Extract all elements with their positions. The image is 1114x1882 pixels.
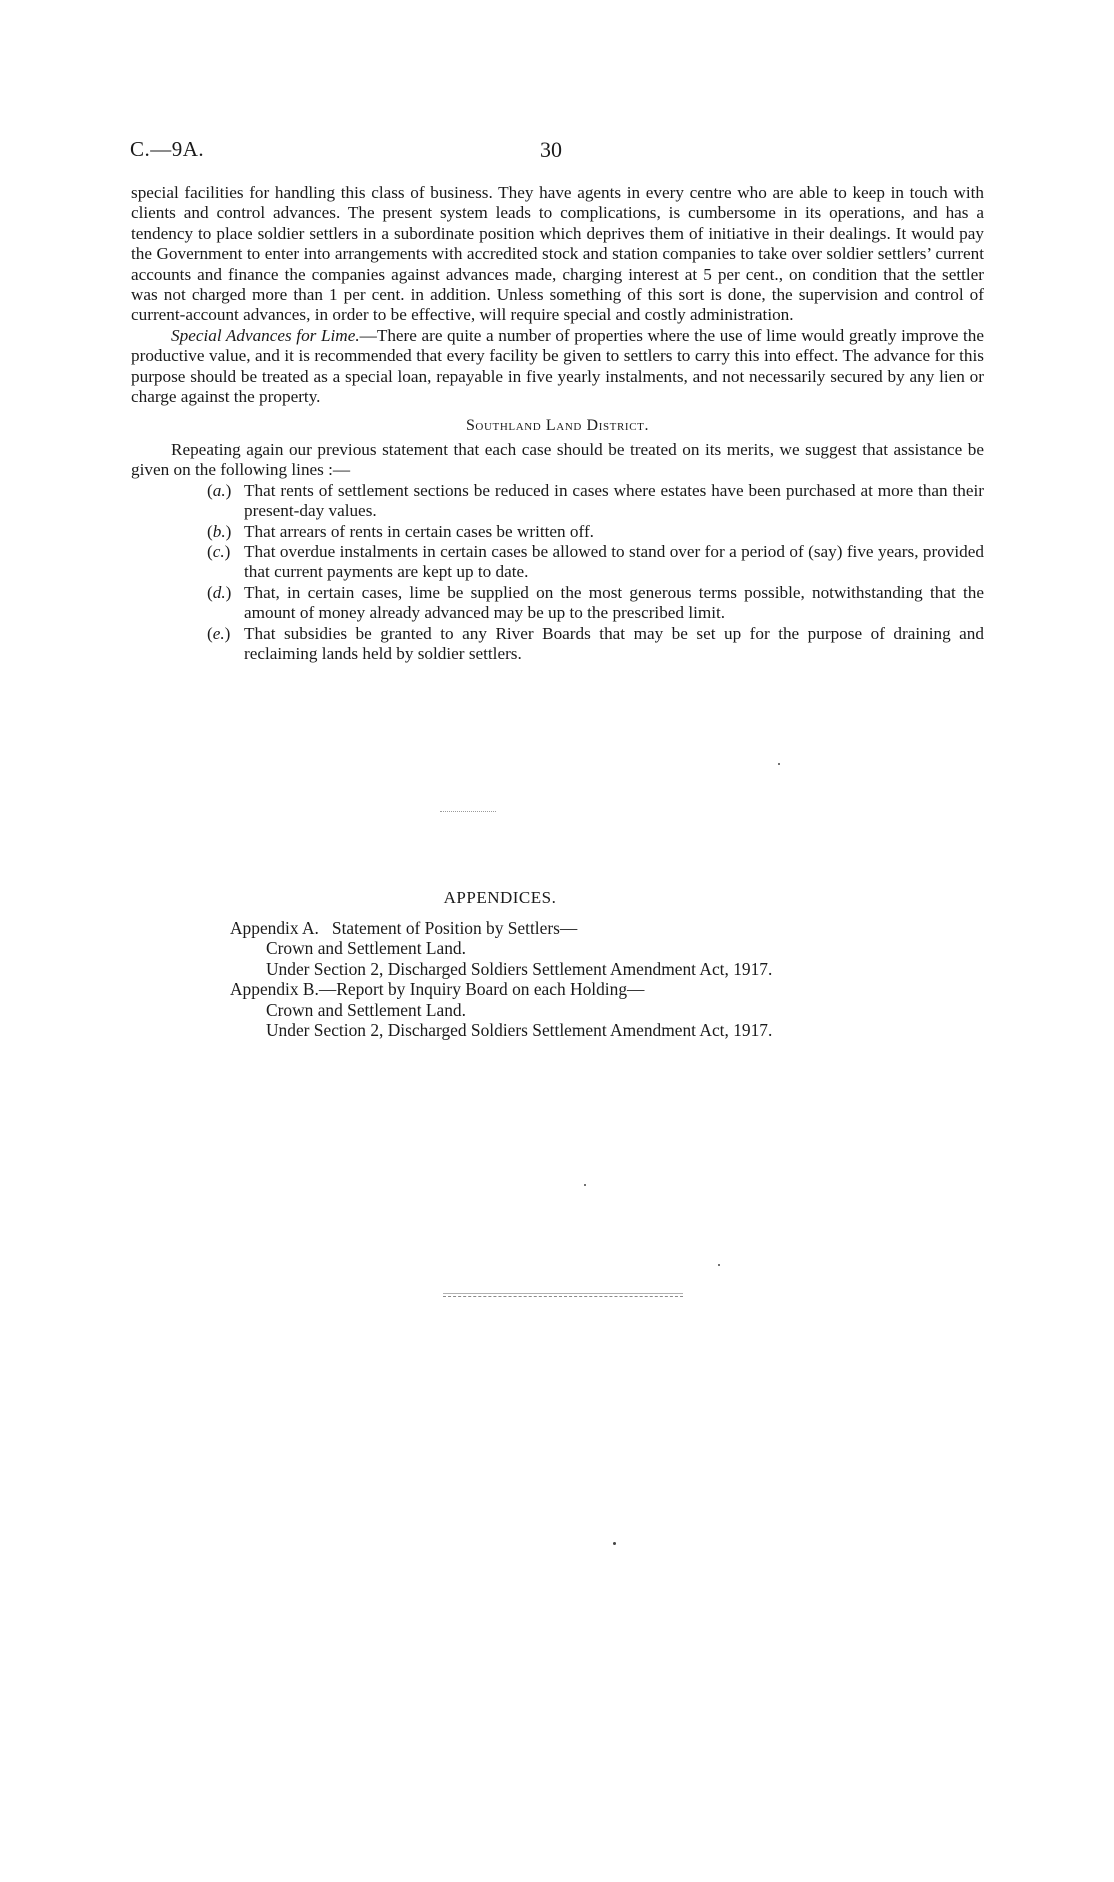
paragraph-current-accounts: special facilities for handling this class of business. They have agents in every centre who are able to keep in touch with clients and control advances. The present system leads to complications, is cumbersome in its operations, and has a tendency to place soldier settlers in a subordinate position which deprives them of initiative in their dealings. It would pay the Government to enter into arrangements with accredited stock and station companies to take over soldier settlers’ current accounts and finance the companies against advances made, charging interest at 5 per cent., on condition that the settler was not charged more than 1 per cent. in addition. Unless something of this sort is done, the supervision and control of current-account advances, in order to be effective, will require special and costly administration.: [131, 183, 984, 325]
list-item-label: a.: [212, 480, 226, 500]
appendix-a-subline: Under Section 2, Discharged Soldiers Settlement Amendment Act, 1917.: [266, 958, 773, 979]
closing-divider: [443, 1293, 683, 1297]
paragraph-text: —There are quite a number of properties where the use of lime would greatly improve the productive value, and it is recommended that every facility be given to settlers to carry this into effect. The advance for this purpose should be treated as a special loan, repayable in five yearly instalments, and not necessarily secured by any lien or charge against the property.: [131, 325, 984, 407]
list-item-label: d.: [212, 582, 226, 602]
appendices-title: APPENDICES.: [443, 888, 557, 907]
section-title: Southland Land District.: [465, 417, 650, 435]
list-item-label: c.: [212, 541, 225, 561]
page-number: 30: [540, 137, 562, 162]
body-text: [131, 183, 984, 664]
list-item-text: That arrears of rents in certain cases be written off.: [244, 521, 594, 541]
page-header: [130, 137, 990, 167]
report-reference: C.—9A.: [130, 137, 205, 161]
list-item: (c.) That overdue instalments in certain cases be allowed to stand over for a period of (say) five years, provided that current payments are kept up to date.: [207, 541, 984, 582]
paragraph-special-advances-lime: [131, 326, 984, 408]
list-item: (d.) That, in certain cases, lime be supplied on the most generous terms possible, notwithstanding that the amount of money already advanced may be up to the prescribed limit.: [207, 582, 984, 623]
list-item-label: b.: [212, 521, 226, 541]
list-item-label: e.: [212, 623, 225, 643]
print-speck: [778, 763, 780, 765]
paragraph-heading: Special Advances for Lime.: [171, 325, 360, 345]
appendix-a-subline: Crown and Settlement Land.: [266, 938, 466, 958]
list-item-text: That, in certain cases, lime be supplied on the most generous terms possible, notwithstanding that the amount of money already advanced may be up to the prescribed limit.: [244, 582, 984, 623]
appendix-a-entry: Appendix A. Statement of Position by Settlers—: [230, 917, 578, 938]
paragraph-southland-intro: Repeating again our previous statement that each case should be treated on its merits, we suggest that assistance be given on the following lines :—: [131, 439, 984, 480]
appendices-block: [230, 888, 930, 1041]
list-item-text: That subsidies be granted to any River Boards that may be set up for the purpose of draining and reclaiming lands held by soldier settlers.: [244, 623, 984, 663]
section-divider: [440, 811, 496, 812]
list-item: (a.) That rents of settlement sections be reduced in cases where estates have been purchased at more than their present-day values.: [207, 480, 984, 521]
appendix-b-entry: Appendix B.—Report by Inquiry Board on each Holding—: [230, 979, 645, 999]
list-item-text: That overdue instalments in certain cases be allowed to stand over for a period of (say) five years, provided that current payments are kept up to date.: [244, 541, 984, 582]
print-speck: [584, 1184, 586, 1186]
list-item: (b.) That arrears of rents in certain cases be written off.: [207, 521, 594, 541]
print-speck: [718, 1264, 720, 1266]
list-item: (e.) That subsidies be granted to any River Boards that may be set up for the purpose of draining and reclaiming lands held by soldier settlers.: [207, 623, 984, 663]
list-item-text: That rents of settlement sections be reduced in cases where estates have been purchased at more than their present-day values.: [244, 480, 984, 521]
recommendations-list: [131, 481, 984, 665]
print-speck: [613, 1542, 616, 1545]
appendix-b-subline: Crown and Settlement Land.: [266, 999, 466, 1020]
appendix-b-subline: Under Section 2, Discharged Soldiers Settlement Amendment Act, 1917.: [266, 1020, 773, 1040]
